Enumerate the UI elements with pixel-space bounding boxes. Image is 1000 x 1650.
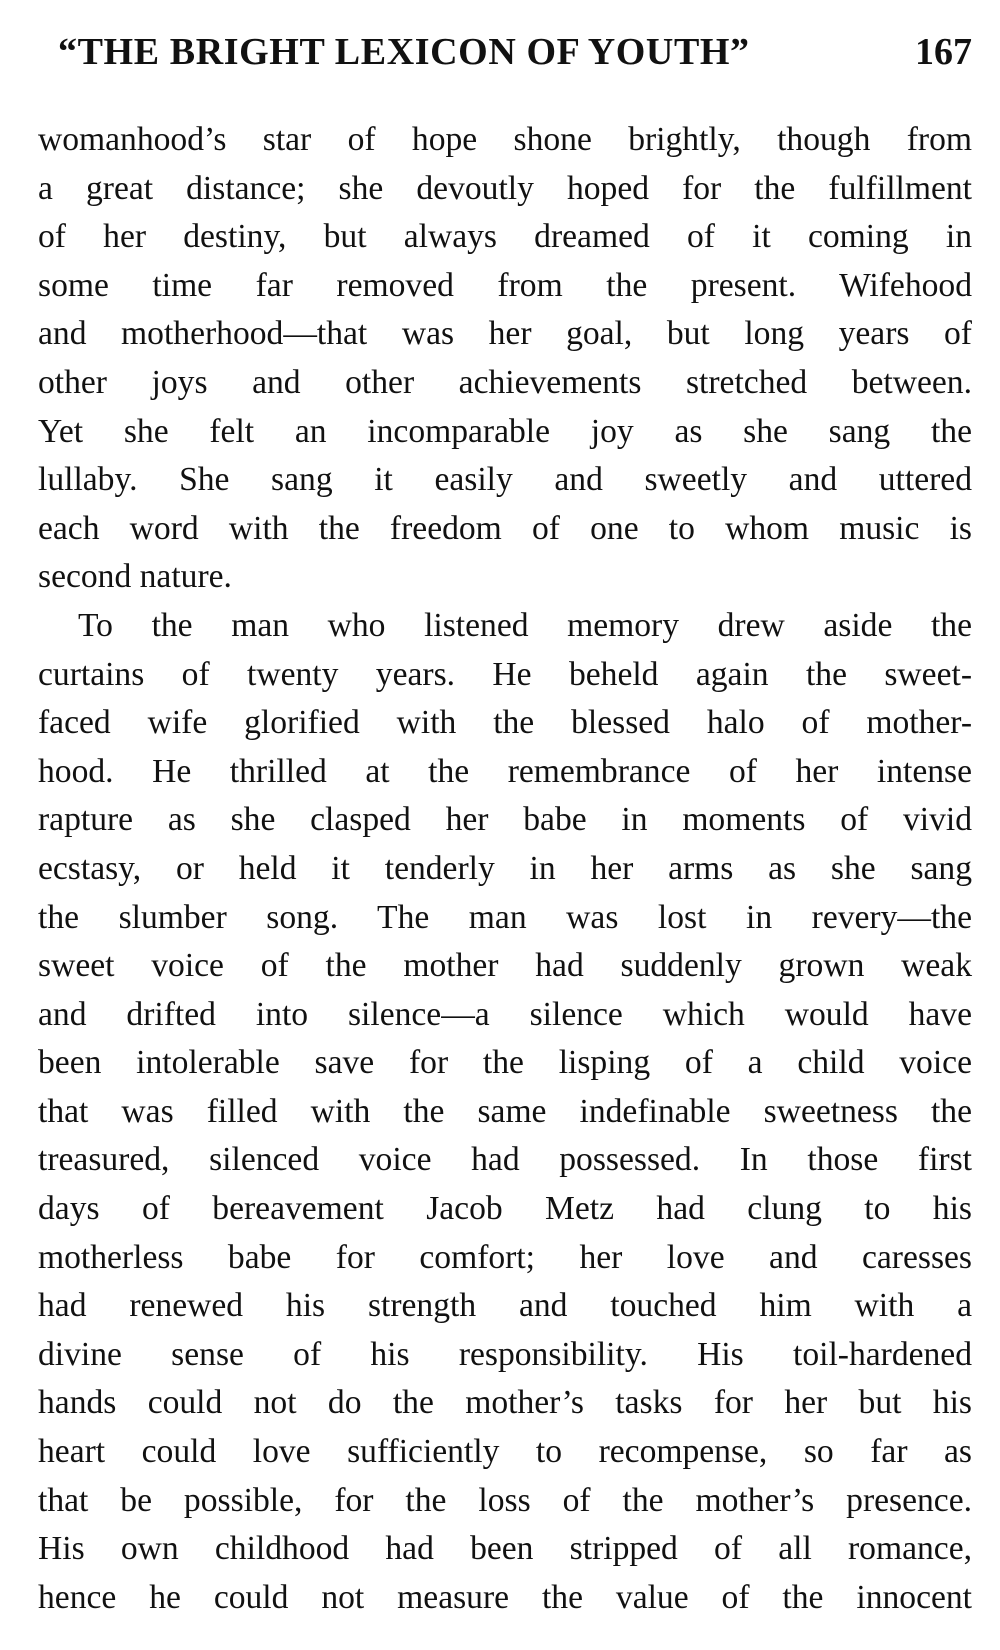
text-line: had renewed his strength and touched him with a bbox=[38, 1287, 972, 1325]
text-line: that be possible, for the loss of the mother’s presence. bbox=[38, 1481, 972, 1519]
text-line: of her destiny, but always dreamed of it coming in bbox=[38, 218, 972, 256]
text-line: hood. He thrilled at the remembrance of her intense bbox=[38, 752, 972, 790]
paragraph-1 bbox=[38, 116, 972, 602]
body-text bbox=[38, 116, 972, 1622]
text-line: been intolerable save for the lisping of a child voice bbox=[38, 1044, 972, 1082]
text-line: other joys and other achievements stretched between. bbox=[38, 363, 972, 401]
page-number: 167 bbox=[915, 31, 972, 73]
text-line: lullaby. She sang it easily and sweetly and uttered bbox=[38, 461, 972, 499]
text-line: motherless babe for comfort; her love and caresses bbox=[38, 1238, 972, 1276]
text-line: curtains of twenty years. He beheld again the sweet- bbox=[38, 655, 972, 693]
text-line: sweet voice of the mother had suddenly grown weak bbox=[38, 947, 972, 985]
text-line: To the man who listened memory drew aside the bbox=[78, 606, 972, 644]
text-line: that was filled with the same indefinable sweetness the bbox=[38, 1092, 972, 1130]
text-line: the slumber song. The man was lost in revery—the bbox=[38, 898, 972, 936]
text-line: some time far removed from the present. Wifehood bbox=[38, 266, 972, 304]
text-line: hence he could not measure the value of the innocent bbox=[38, 1578, 972, 1616]
text-line: second nature. bbox=[38, 558, 232, 596]
text-line: His own childhood had been stripped of all romance, bbox=[38, 1530, 972, 1568]
text-line: ecstasy, or held it tenderly in her arms as she sang bbox=[38, 849, 972, 887]
text-line: and drifted into silence—a silence which would have bbox=[38, 995, 972, 1033]
text-line: divine sense of his responsibility. His toil-hardened bbox=[38, 1335, 972, 1373]
text-line: faced wife glorified with the blessed halo of mother- bbox=[38, 704, 972, 742]
text-line: heart could love sufficiently to recompense, so far as bbox=[38, 1433, 972, 1471]
book-page bbox=[38, 28, 972, 1628]
text-line: rapture as she clasped her babe in moments of vivid bbox=[38, 801, 972, 839]
text-line: treasured, silenced voice had possessed. In those first bbox=[38, 1141, 972, 1179]
paragraph-2 bbox=[38, 602, 972, 1622]
running-title: “THE BRIGHT LEXICON OF YOUTH” bbox=[58, 31, 750, 73]
text-line: Yet she felt an incomparable joy as she sang the bbox=[38, 412, 972, 450]
text-line: and motherhood—that was her goal, but long years of bbox=[38, 315, 972, 353]
text-line: hands could not do the mother’s tasks for her but his bbox=[38, 1384, 972, 1422]
text-line: days of bereavement Jacob Metz had clung to his bbox=[38, 1190, 972, 1228]
running-head bbox=[58, 28, 972, 84]
text-line: a great distance; she devoutly hoped for the fulfillment bbox=[38, 169, 972, 207]
text-line: each word with the freedom of one to whom music is bbox=[38, 509, 972, 547]
text-line: womanhood’s star of hope shone brightly, though from bbox=[38, 121, 972, 158]
